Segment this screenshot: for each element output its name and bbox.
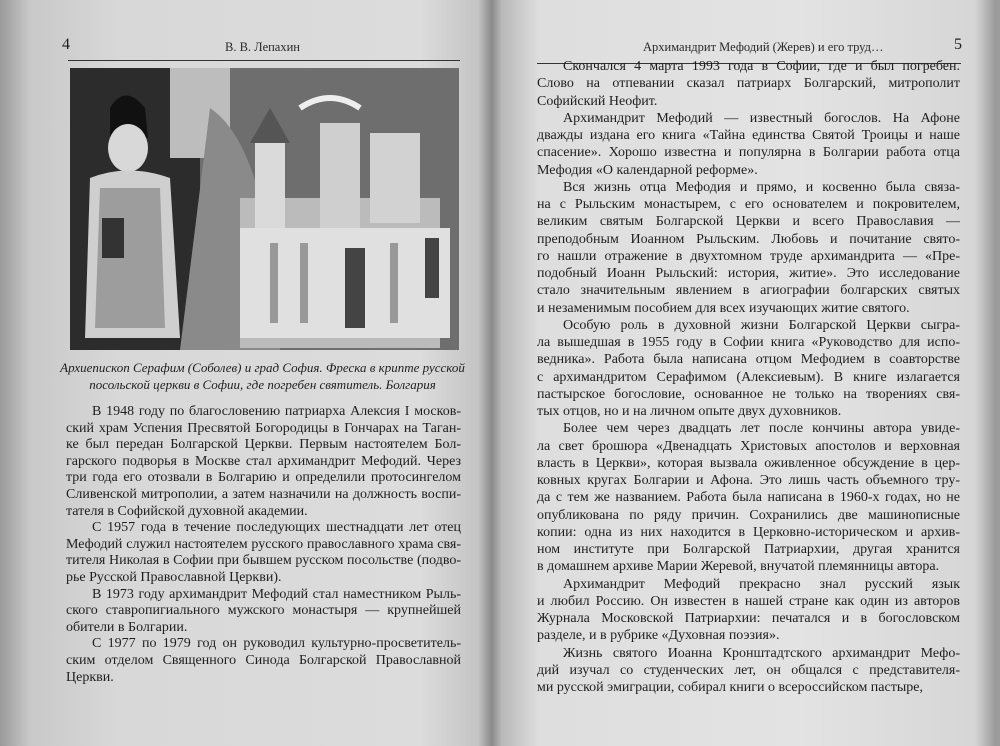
text-line: Церкви. <box>66 669 114 685</box>
text-line: ном институте при Болгарской Патриархии, другая хранится <box>537 542 960 557</box>
text-line: на с Рыльским монастырем, с его основателем и покровителем, <box>537 197 960 212</box>
text-line: ла свет брошюра «Двенадцать Христовых апостолов и верховная <box>537 438 960 454</box>
text-line: Журнала Московской Патриархии: печатался и в богословском <box>537 611 960 626</box>
text-line: тателя в Софийской духовной академии. <box>66 503 308 519</box>
text-line: тых отцов, но и на личном опыте двух духовников. <box>537 404 842 419</box>
text-line: и незаменимым пособием для всех изучающих житие святого. <box>537 300 910 316</box>
text-line: С 1977 по 1979 год он руководил культурно-просветитель- <box>92 636 461 652</box>
left-body-text <box>66 404 461 686</box>
text-line: опубликована по ряду причин. Сохранились две машинописные <box>537 507 960 523</box>
text-line: рье Русской Православной Церкви). <box>66 569 282 585</box>
text-line: гарского подворья в Москве стал архимандрит Мефодий. Через <box>66 453 461 469</box>
text-line: ским отделом Священного Синода Болгарской Православной <box>66 652 461 668</box>
text-line: с архимандритом Серафимом (Алексиевым). В книге излагается <box>537 369 960 385</box>
paragraph <box>66 520 461 586</box>
text-line: пастырское богословие, основанное не только на творениях свя- <box>537 386 960 402</box>
caption-line: Архиепископ Серафим (Соболев) и град София. Фреска в крипте русской <box>60 360 465 375</box>
text-line: три года его отозвали в Болгарию и определили протосингелом <box>66 470 461 486</box>
text-line: Более чем через двадцать лет после кончины автора увиде- <box>563 421 960 437</box>
right-body-text <box>537 58 960 696</box>
figure-caption <box>56 359 469 393</box>
paragraph <box>537 110 960 179</box>
text-line: великим святым Болгарской Церкви и всего Православия — <box>537 214 960 230</box>
text-line: копии: одна из них находится в Церковно-историческом и архив- <box>537 524 960 540</box>
text-line: Архимандрит Мефодий — известный богослов. На Афоне <box>563 110 960 126</box>
paragraph <box>66 587 461 637</box>
text-line: ми русской эмиграции, собирал книги о всероссийском пастыре, <box>537 680 923 695</box>
right-page <box>495 0 1000 746</box>
text-line: Слово на отпевании сказал патриарх Болгарский, митрополит <box>537 76 960 92</box>
text-line: ский храм Успения Пресвятой Богородицы в Гончарах на Таган- <box>66 420 461 436</box>
text-line: Вся жизнь отца Мефодия и прямо, и косвенно была связа- <box>563 179 960 195</box>
text-line: го нашли отражение в двухтомном труде архимандрита — «Пре- <box>537 248 960 264</box>
text-line: Мефодия «О календарной реформе». <box>537 162 758 178</box>
text-line: Мефодий служил настоятелем русского православного храма свя- <box>66 536 461 552</box>
paragraph <box>537 420 960 575</box>
text-line: Особую роль в духовной жизни Болгарской Церкви сыгра- <box>563 317 960 333</box>
text-line: власть в Церкви», которая вызвала оживленное обсуждение в цер- <box>537 455 960 471</box>
text-line: разделе, и в рубрике «Духовная поэзия». <box>537 628 780 644</box>
text-line: преподобным Иоанном Рыльским. Любовь и почитание свято- <box>537 231 960 247</box>
running-head: Архимандрит Мефодий (Жерев) и его труд… <box>643 40 884 54</box>
header-rule <box>68 60 460 61</box>
paragraph <box>537 179 960 317</box>
page-number: 5 <box>954 36 962 53</box>
text-line: ке был передан Болгарской Церкви. Первым настоятелем Бол- <box>66 437 461 453</box>
text-line: тителя Николая в Софии при бывшем русском посольстве (подво- <box>66 553 461 569</box>
left-page <box>0 0 490 746</box>
paragraph <box>66 404 461 520</box>
text-line: в домашнем архиве Марии Жеревой, внучатой племянницы автора. <box>537 559 940 575</box>
text-line: дважды издана его книга «Тайна единства Святой Троицы и наше <box>537 128 960 143</box>
text-line: обители в Болгарии. <box>66 619 188 635</box>
text-line: Софийский Неофит. <box>537 93 658 109</box>
text-line: спасение». Хорошо известна и популярна в Болгарии работа отца <box>537 145 960 161</box>
text-line: и любил Россию. Он известен в нашей стране как один из авторов <box>537 593 960 609</box>
text-line: ла вышедшая в 1955 году в Софии книга «Руководство для испо- <box>537 335 960 350</box>
text-line: подобный Иоанн Рыльский: история, житие». Это исследование <box>537 266 960 281</box>
text-line: В 1948 году по благословению патриарха Алексия I москов- <box>92 404 461 419</box>
text-line: ского ставропигиального мужского монастыря — крупнейшей <box>66 603 461 619</box>
text-line: стало значительным явлением в агиографии болгарских святых <box>537 283 960 299</box>
fresco-illustration <box>70 68 459 350</box>
running-head: В. В. Лепахин <box>225 40 300 54</box>
text-line: ковных кругах Болгарии и Афона. Это лишь часть объемного тру- <box>537 473 960 488</box>
caption-line: посольской церкви в Софии, где погребен святитель. Болгария <box>89 377 436 392</box>
text-line: Жизнь святого Иоанна Кронштадтского архимандрит Мефо- <box>563 645 960 661</box>
text-line: С 1957 года в течение последующих шестнадцати лет отец <box>92 520 461 536</box>
text-line: Скончался 4 марта 1993 года в Софии, где и был погребен. <box>563 59 960 74</box>
paragraph <box>537 645 960 697</box>
text-line: В 1973 году архимандрит Мефодий стал наместником Рыль- <box>92 586 461 602</box>
text-line: Сливенской митрополии, а затем назначили на должность воспи- <box>66 486 461 502</box>
paragraph <box>537 576 960 645</box>
text-line: да с тем же названием. Работа была написана в 1960-х годах, но не <box>537 490 960 506</box>
paragraph <box>537 58 960 110</box>
text-line: Архимандрит Мефодий прекрасно знал русский язык <box>563 576 960 592</box>
paragraph <box>66 636 461 686</box>
text-line: ведника». Работа была написана отцом Мефодием в соавторстве <box>537 352 960 368</box>
text-line: дий изучал со студенческих лет, он общался с представителя- <box>537 662 960 678</box>
page-number: 4 <box>62 36 70 53</box>
paragraph <box>537 317 960 421</box>
